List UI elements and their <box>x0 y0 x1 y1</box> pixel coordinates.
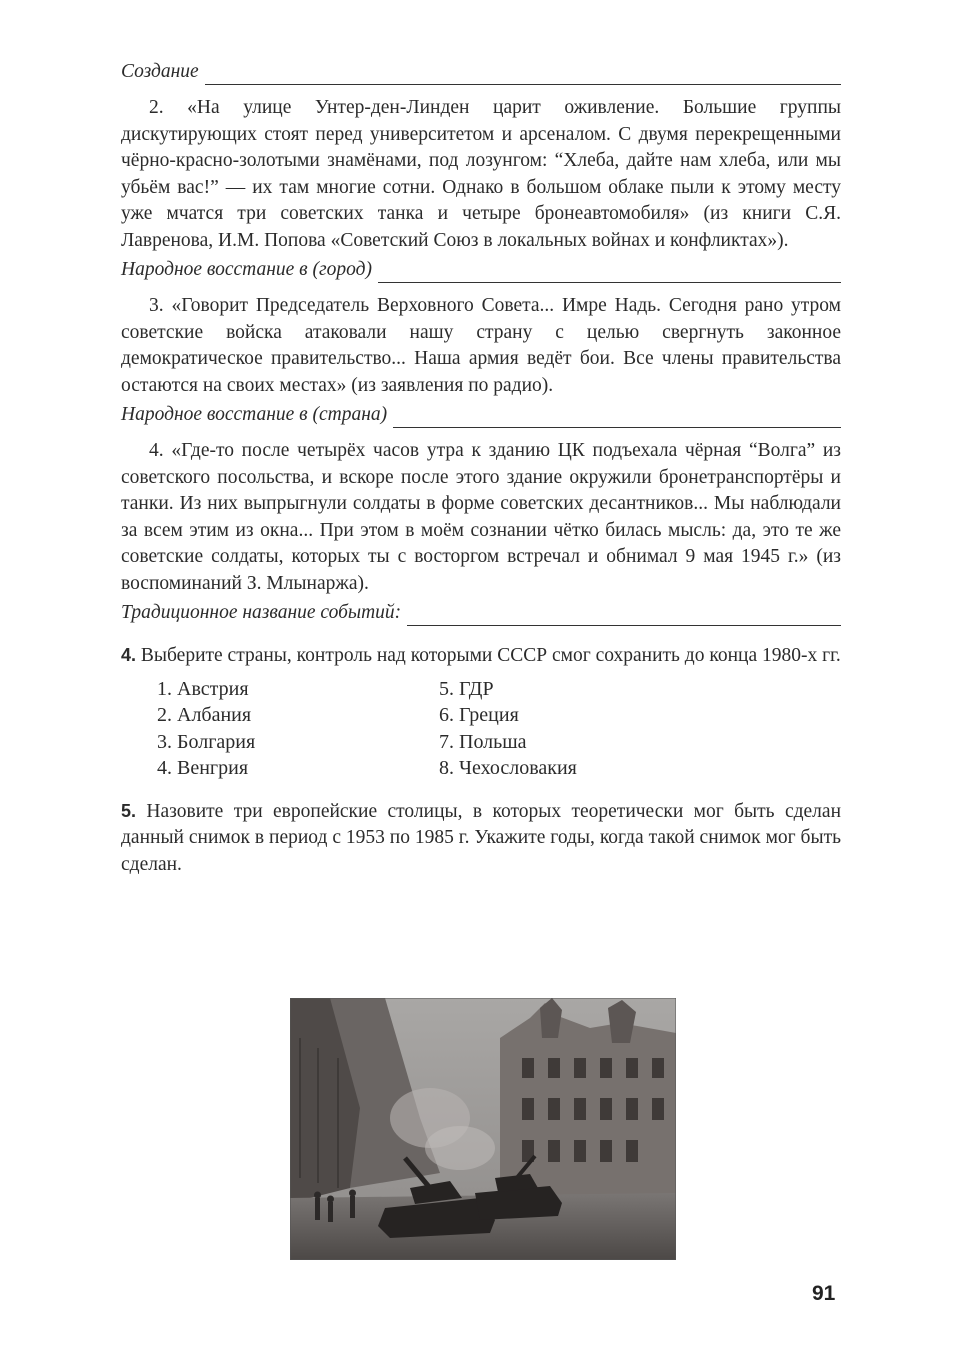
task-number: 5. <box>121 800 137 821</box>
answer-label: Создание <box>121 61 199 82</box>
answer-line-event-name <box>121 599 841 626</box>
answer-line-city <box>121 256 841 283</box>
task-text: Выберите страны, контроль над которыми СССР смог сохранить до конца 1980-х гг. <box>140 645 841 666</box>
option-item[interactable]: 6. Греция <box>439 704 519 726</box>
answer-blank[interactable] <box>378 262 841 283</box>
task-number: 4. <box>121 645 137 665</box>
option-item[interactable]: 7. Польша <box>439 730 527 753</box>
country-options <box>157 676 841 782</box>
task-5 <box>121 798 841 879</box>
option-item[interactable]: 8. Чехословакия <box>439 757 577 779</box>
answer-line-country <box>121 401 841 428</box>
quote-4: 4. «Где-то после четырёх часов утра к зданию ЦК подъехала чёрная “Волга” из советского посольства, и вскоре после этого здание окружили бронетранспортёры и танки. Из них выпрыгнули солдаты в форме советских десантников... Мы наблюдали за всем этим из окна... При этом в моём сознании чётко билась мысль: да, это те же советские солдаты, которых ты с восторгом встречал и обнимал 9 мая 1945 г.» (из воспоминаний З. Млынаржа). <box>121 440 841 594</box>
answer-line-creation <box>121 58 841 85</box>
answer-label: Традиционное название событий: <box>121 602 402 623</box>
answer-blank[interactable] <box>205 64 841 85</box>
page-content <box>121 58 841 878</box>
quote-3: 3. «Говорит Председатель Верховного Совета... Имре Надь. Сегодня рано утром советские войска атаковали нашу страну с целью свергнуть законное демократическое правительство... Наша армия ведёт бои. Все члены правительства остаются на своих местах» (из заявления по радио). <box>121 295 841 396</box>
option-item[interactable]: 3. Болгария <box>157 730 256 753</box>
option-item[interactable]: 5. ГДР <box>439 677 494 700</box>
page-number: 91 <box>812 1282 836 1305</box>
answer-label: Народное восстание в (страна) <box>121 404 388 425</box>
task-4 <box>121 642 841 670</box>
option-item[interactable]: 4. Венгрия <box>157 757 249 779</box>
answer-blank[interactable] <box>393 407 841 428</box>
answer-label: Народное восстание в (город) <box>121 259 372 280</box>
option-item[interactable]: 2. Албания <box>157 704 252 726</box>
historical-photo-tanks <box>290 998 676 1260</box>
task-text: Назовите три европейские столицы, в которых теоретически мог быть сделан данный снимок в период с 1953 по 1985 г. Укажите годы, когда такой снимок мог быть сделан. <box>121 800 841 875</box>
quote-2: 2. «На улице Унтер-ден-Линден царит оживление. Большие группы дискутирующих стоят перед университетом и арсеналом. С двумя перекрещенными чёрно-красно-золотыми знамёнами, под лозунгом: “Хлеба, дайте нам хлеба, или мы убьём вас!” — их там многие сотни. Однако в большом облаке пыли к этому месту уже мчатся три советских танка и четыре бронеавтомобиля» (из книги С.Я. Лавренова, И.М. Попова «Советский Союз в локальных войнах и конфликтах»). <box>121 97 841 251</box>
answer-blank[interactable] <box>407 605 841 626</box>
option-item[interactable]: 1. Австрия <box>157 677 249 700</box>
